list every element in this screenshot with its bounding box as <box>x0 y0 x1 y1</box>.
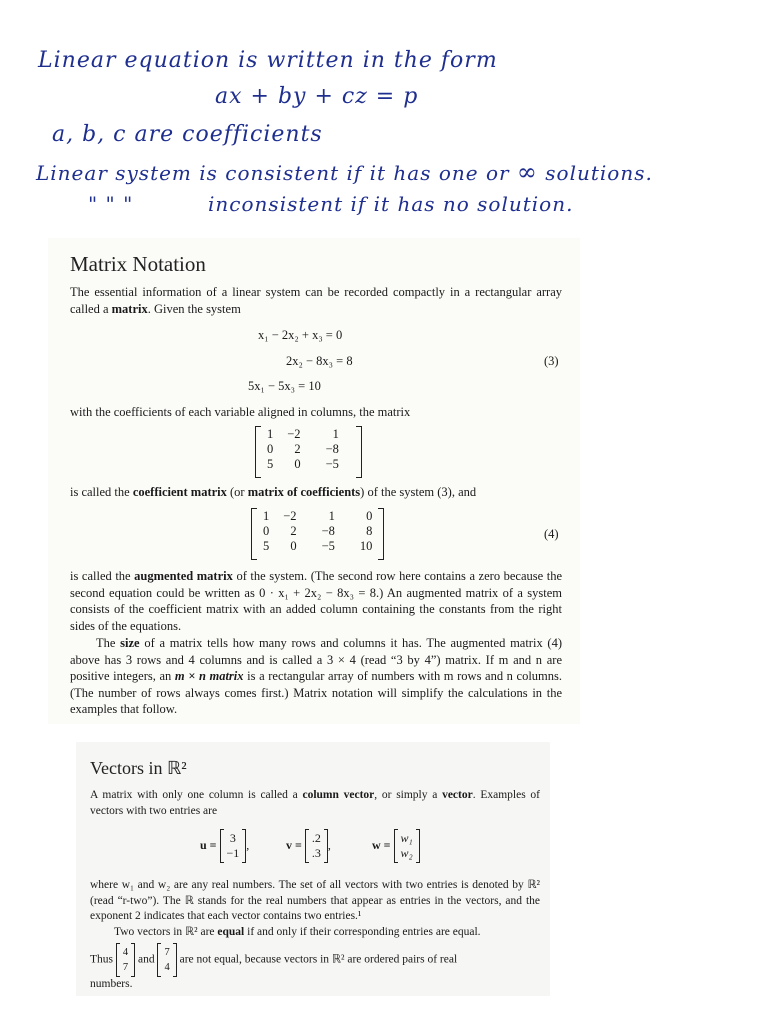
handwritten-line-2: ax + by + cz = p <box>215 84 419 109</box>
paragraph: The size of a matrix tells how many rows and columns it has. The augmented matrix (4) above has 3 rows and 4 columns and is called a 3 × 4 (read “3 by 4”) matrix. If m and n are positive integers, an m × n matrix is a rectangular array of numbers with m rows and n columns. (The number of rows always comes first.) Matrix notation will simplify the calculations in the examples that follow. <box>70 636 563 717</box>
paragraph: A matrix with only one column is called a column vector, or simply a vector. Examples of vectors with two entries are <box>90 789 540 817</box>
right-bracket <box>356 426 362 478</box>
equation-line: 5x₁ − 5x₃ = 10 <box>248 379 321 393</box>
equation-line: x₁ − 2x₂ + x₃ = 0 <box>258 328 343 342</box>
handwritten-line-4: Linear system is consistent if it has one or ∞ solutions. <box>36 158 653 186</box>
infinity-symbol: ∞ <box>516 158 538 186</box>
section-title: Matrix Notation <box>70 252 206 276</box>
paragraph: numbers. <box>90 978 133 990</box>
paragraph: is called the augmented matrix of the system. (The second row here contains a zero because the second equation could be written as 0 · x₁ + 2x₂ − 8x₃ = 8.) An augmented matrix of a system consists of the coefficient matrix with an added column containing the constants from the right sides of the equations. <box>70 569 563 633</box>
equation-number: (3) <box>544 354 559 368</box>
vector-u: u = 3 −1, <box>200 831 250 860</box>
handwritten-line-3: a, b, c are coefficients <box>52 122 323 147</box>
vectors-excerpt <box>76 742 550 996</box>
vector-v: v = .2 .3, <box>286 831 331 860</box>
handwritten-line-1: Linear equation is written in the form <box>38 48 498 73</box>
paragraph: with the coefficients of each variable aligned in columns, the matrix <box>70 405 411 419</box>
vector-w: w = w₁ w₂ <box>372 830 420 862</box>
right-bracket <box>378 508 384 560</box>
handwritten-line-5: " " " inconsistent if it has no solution. <box>88 192 574 216</box>
equation-number: (4) <box>544 527 559 541</box>
coefficient-matrix: 1 −2 1 0 2 −8 5 0 −5 <box>267 427 339 471</box>
augmented-matrix: 1 −2 1 0 0 2 −8 8 5 0 −5 10 <box>263 509 373 553</box>
section-title: Vectors in ℝ² <box>90 758 187 778</box>
matrix-notation-excerpt <box>48 238 580 724</box>
paragraph: where w₁ and w₂ are any real numbers. The set of all vectors with two entries is denoted by ℝ² (read “r-two”). The ℝ stands for the real numbers that appear as entries in the vectors, and the exponent 2 indicates that each vector contains two entries.¹ <box>90 879 540 922</box>
paragraph: Two vectors in ℝ² are equal if and only if their corresponding entries are equal. <box>114 926 481 938</box>
equality-example: Thus 4 7 and 7 4 are not equal, because vectors in ℝ² are ordered pairs of real <box>90 944 457 976</box>
equation-line: 2x₂ − 8x₃ = 8 <box>286 354 353 368</box>
paragraph: The essential information of a linear system can be recorded compactly in a rectangular array called a matrix. Given the system <box>70 285 562 316</box>
paragraph: is called the coefficient matrix (or matrix of coefficients) of the system (3), and <box>70 485 477 499</box>
